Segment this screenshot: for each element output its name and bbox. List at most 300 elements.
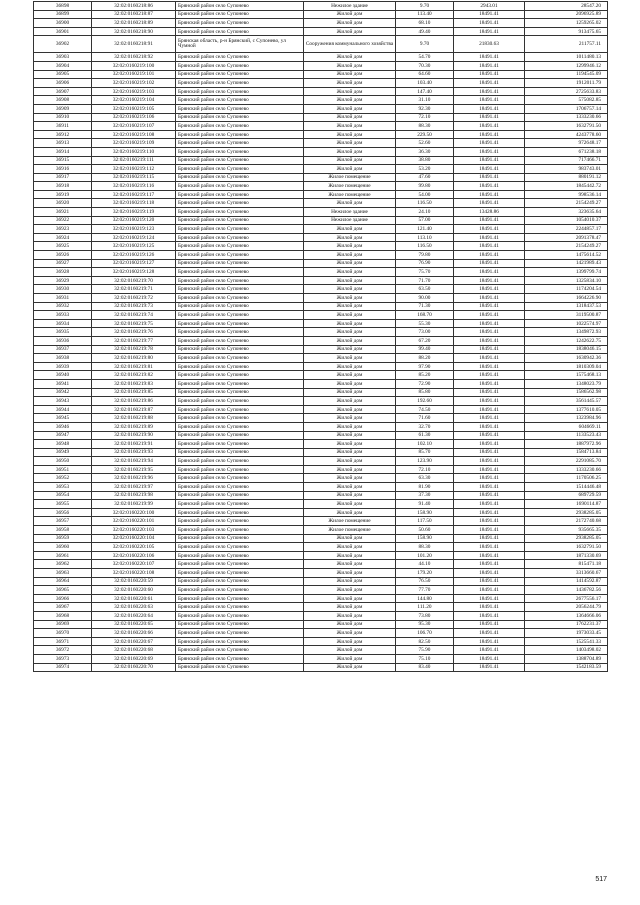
table-row xyxy=(34,233,608,242)
table-row xyxy=(34,19,608,28)
cadastral-number-cell: 32:02:0160220:59 xyxy=(92,577,176,586)
row-number-cell: 36955 xyxy=(34,500,92,509)
cadastral-number-cell: 32:02:0160219:71 xyxy=(92,285,176,294)
cadastral-number-cell: 32:02:0160219:87 xyxy=(92,405,176,414)
address-cell: Брянский район село Супонево xyxy=(176,199,304,208)
address-cell: Брянский район село Супонево xyxy=(176,448,304,457)
specific-value-cell: 18491.41 xyxy=(454,629,525,638)
table-row xyxy=(34,79,608,88)
specific-value-cell: 18491.41 xyxy=(454,637,525,646)
row-number-cell: 36917 xyxy=(34,173,92,182)
address-cell: Брянский район село Супонево xyxy=(176,543,304,552)
table-row xyxy=(34,276,608,285)
cadastral-value-cell: 1586562.98 xyxy=(525,388,608,397)
table-row xyxy=(34,431,608,440)
cadastral-value-cell: 1630942.36 xyxy=(525,354,608,363)
address-cell: Брянский район село Супонево xyxy=(176,663,304,672)
cadastral-value-cell: 1011480.13 xyxy=(525,53,608,62)
cadastral-value-cell: 1388704.89 xyxy=(525,654,608,663)
area-cell: 77.70 xyxy=(396,586,454,595)
cadastral-number-cell: 32:02:0160220:60 xyxy=(92,586,176,595)
address-cell: Брянский район село Супонево xyxy=(176,276,304,285)
row-number-cell: 36907 xyxy=(34,87,92,96)
address-cell: Брянский район село Супонево xyxy=(176,319,304,328)
address-cell: Брянский район село Супонево xyxy=(176,586,304,595)
area-cell: 83.40 xyxy=(396,663,454,672)
specific-value-cell: 18491.41 xyxy=(454,199,525,208)
cadastral-value-cell: 717466.71 xyxy=(525,156,608,165)
cadastral-number-cell: 32:02:0160219:82 xyxy=(92,371,176,380)
row-number-cell: 36956 xyxy=(34,508,92,517)
cadastral-number-cell: 32:02:0160220:69 xyxy=(92,654,176,663)
row-number-cell: 36971 xyxy=(34,637,92,646)
cadastral-number-cell: 32:02:0160219:125 xyxy=(92,242,176,251)
table-row xyxy=(34,345,608,354)
cadastral-value-cell: 575082.85 xyxy=(525,96,608,105)
specific-value-cell: 18491.41 xyxy=(454,440,525,449)
row-number-cell: 36960 xyxy=(34,543,92,552)
table-row xyxy=(34,199,608,208)
object-type-cell: Жилой дом xyxy=(304,431,396,440)
address-cell: Брянский район село Супонево xyxy=(176,27,304,36)
object-type-cell: Жилой дом xyxy=(304,611,396,620)
table-row xyxy=(34,268,608,277)
object-type-cell: Жилой дом xyxy=(304,465,396,474)
address-cell: Брянский район село Супонево xyxy=(176,422,304,431)
cadastral-value-cell: 1318437.53 xyxy=(525,302,608,311)
table-row xyxy=(34,96,608,105)
table-row xyxy=(34,465,608,474)
cadastral-value-cell: 1706757.14 xyxy=(525,104,608,113)
address-cell: Брянский район село Супонево xyxy=(176,61,304,70)
address-cell: Брянский район село Супонево xyxy=(176,500,304,509)
row-number-cell: 36909 xyxy=(34,104,92,113)
row-number-cell: 36962 xyxy=(34,560,92,569)
object-type-cell: Жилой дом xyxy=(304,345,396,354)
specific-value-cell: 18491.41 xyxy=(454,302,525,311)
cadastral-value-cell: 913475.65 xyxy=(525,27,608,36)
object-type-cell: Жилое помещение xyxy=(304,517,396,526)
specific-value-cell: 18491.41 xyxy=(454,594,525,603)
area-cell: 106.70 xyxy=(396,629,454,638)
specific-value-cell: 18491.41 xyxy=(454,276,525,285)
area-cell: 116.50 xyxy=(396,242,454,251)
table-row xyxy=(34,70,608,79)
specific-value-cell: 18491.41 xyxy=(454,139,525,148)
address-cell: Брянский район село Супонево xyxy=(176,328,304,337)
row-number-cell: 36959 xyxy=(34,534,92,543)
cadastral-value-cell: 4243778.60 xyxy=(525,130,608,139)
object-type-cell: Жилой дом xyxy=(304,165,396,174)
area-cell: 70.30 xyxy=(396,61,454,70)
table-row xyxy=(34,139,608,148)
object-type-cell: Жилой дом xyxy=(304,27,396,36)
cadastral-number-cell: 32:02:0160219:111 xyxy=(92,156,176,165)
row-number-cell: 36916 xyxy=(34,165,92,174)
specific-value-cell: 18491.41 xyxy=(454,465,525,474)
table-row xyxy=(34,53,608,62)
object-type-cell: Жилой дом xyxy=(304,534,396,543)
specific-value-cell: 18491.41 xyxy=(454,104,525,113)
area-cell: 158.90 xyxy=(396,534,454,543)
row-number-cell: 36910 xyxy=(34,113,92,122)
table-row xyxy=(34,629,608,638)
table-row xyxy=(34,251,608,260)
cadastral-number-cell: 32:02:0160219:88 xyxy=(92,414,176,423)
cadastral-value-cell: 1436782.56 xyxy=(525,586,608,595)
table-row xyxy=(34,405,608,414)
cadastral-value-cell: 1887972.96 xyxy=(525,440,608,449)
row-number-cell: 36974 xyxy=(34,663,92,672)
object-type-cell: Жилой дом xyxy=(304,113,396,122)
area-cell: 111.20 xyxy=(396,603,454,612)
address-cell: Брянский район село Супонево xyxy=(176,491,304,500)
row-number-cell: 36946 xyxy=(34,422,92,431)
specific-value-cell: 18491.41 xyxy=(454,362,525,371)
cadastral-number-cell: 32:02:0160219:123 xyxy=(92,225,176,234)
cadastral-value-cell: 2938285.05 xyxy=(525,534,608,543)
table-row xyxy=(34,27,608,36)
row-number-cell: 36957 xyxy=(34,517,92,526)
row-number-cell: 36927 xyxy=(34,259,92,268)
area-cell: 192.60 xyxy=(396,397,454,406)
row-number-cell: 36922 xyxy=(34,216,92,225)
cadastral-number-cell: 32:02:0160219:98 xyxy=(92,491,176,500)
specific-value-cell: 13428.86 xyxy=(454,208,525,217)
address-cell: Брянский район село Супонево xyxy=(176,483,304,492)
address-cell: Брянский район село Супонево xyxy=(176,165,304,174)
cadastral-value-cell: 1299946.12 xyxy=(525,61,608,70)
table-row xyxy=(34,302,608,311)
table-row xyxy=(34,182,608,191)
cadastral-number-cell: 32:02:0160219:81 xyxy=(92,362,176,371)
row-number-cell: 36944 xyxy=(34,405,92,414)
area-cell: 88.20 xyxy=(396,354,454,363)
specific-value-cell: 18491.41 xyxy=(454,173,525,182)
table-row xyxy=(34,577,608,586)
table-row xyxy=(34,654,608,663)
object-type-cell: Жилой дом xyxy=(304,440,396,449)
area-cell: 179.20 xyxy=(396,569,454,578)
cadastral-number-cell: 32:02:0160219:117 xyxy=(92,190,176,199)
cadastral-number-cell: 32:02:0160219:110 xyxy=(92,147,176,156)
area-cell: 113.10 xyxy=(396,233,454,242)
table-row xyxy=(34,336,608,345)
specific-value-cell: 18491.41 xyxy=(454,422,525,431)
page-number: 517 xyxy=(595,876,607,883)
object-type-cell: Жилой дом xyxy=(304,10,396,19)
row-number-cell: 36938 xyxy=(34,354,92,363)
area-cell: 71.70 xyxy=(396,276,454,285)
specific-value-cell: 18491.41 xyxy=(454,156,525,165)
specific-value-cell: 18491.41 xyxy=(454,431,525,440)
cadastral-value-cell: 998536.14 xyxy=(525,190,608,199)
address-cell: Брянский район село Супонево xyxy=(176,362,304,371)
specific-value-cell: 18491.41 xyxy=(454,19,525,28)
specific-value-cell: 18491.41 xyxy=(454,551,525,560)
cadastral-value-cell: 1762231.37 xyxy=(525,620,608,629)
area-cell: 72.10 xyxy=(396,465,454,474)
cadastral-number-cell: 32:02:0160219:85 xyxy=(92,388,176,397)
cadastral-number-cell: 32:02:0160218:90 xyxy=(92,27,176,36)
row-number-cell: 36914 xyxy=(34,147,92,156)
area-cell: 9.70 xyxy=(396,36,454,53)
table-row xyxy=(34,663,608,672)
cadastral-number-cell: 32:02:0160220:108 xyxy=(92,569,176,578)
area-cell: 168.70 xyxy=(396,311,454,320)
object-type-cell: Жилой дом xyxy=(304,457,396,466)
area-cell: 24.10 xyxy=(396,208,454,217)
row-number-cell: 36908 xyxy=(34,96,92,105)
specific-value-cell: 18491.41 xyxy=(454,569,525,578)
cadastral-number-cell: 32:02:0160220:66 xyxy=(92,629,176,638)
area-cell: 75.90 xyxy=(396,646,454,655)
object-type-cell: Жилой дом xyxy=(304,79,396,88)
row-number-cell: 36943 xyxy=(34,397,92,406)
table-row xyxy=(34,569,608,578)
specific-value-cell: 18491.41 xyxy=(454,414,525,423)
cadastral-number-cell: 32:02:0160219:112 xyxy=(92,165,176,174)
row-number-cell: 36964 xyxy=(34,577,92,586)
cadastral-value-cell: 3561445.57 xyxy=(525,397,608,406)
cadastral-number-cell: 32:02:0160219:128 xyxy=(92,268,176,277)
address-cell: Брянский район село Супонево xyxy=(176,70,304,79)
table-row xyxy=(34,2,608,11)
address-cell: Брянский район село Супонево xyxy=(176,79,304,88)
table-row xyxy=(34,543,608,552)
cadastral-number-cell: 32:02:0160220:61 xyxy=(92,594,176,603)
address-cell: Брянский район село Супонево xyxy=(176,569,304,578)
area-cell: 92.30 xyxy=(396,104,454,113)
cadastral-value-cell: 1475614.52 xyxy=(525,251,608,260)
specific-value-cell: 21830.63 xyxy=(454,36,525,53)
area-cell: 74.50 xyxy=(396,405,454,414)
address-cell: Брянский район село Супонево xyxy=(176,53,304,62)
table-row xyxy=(34,586,608,595)
cadastral-number-cell: 32:02:0160220:105 xyxy=(92,543,176,552)
address-cell: Брянский район село Супонево xyxy=(176,388,304,397)
cadastral-number-cell: 32:02:0160219:78 xyxy=(92,345,176,354)
table-row xyxy=(34,208,608,217)
row-number-cell: 36901 xyxy=(34,27,92,36)
row-number-cell: 36932 xyxy=(34,302,92,311)
area-cell: 97.90 xyxy=(396,362,454,371)
area-cell: 103.40 xyxy=(396,79,454,88)
row-number-cell: 36923 xyxy=(34,225,92,234)
cadastral-value-table-page xyxy=(33,1,607,672)
specific-value-cell: 18491.41 xyxy=(454,242,525,251)
object-type-cell: Жилой дом xyxy=(304,130,396,139)
table-row xyxy=(34,422,608,431)
table-row xyxy=(34,285,608,294)
row-number-cell: 36973 xyxy=(34,654,92,663)
cadastral-number-cell: 32:02:0160220:103 xyxy=(92,526,176,535)
object-type-cell: Жилой дом xyxy=(304,405,396,414)
cadastral-value-cell: 2291085.70 xyxy=(525,457,608,466)
object-type-cell: Жилой дом xyxy=(304,328,396,337)
specific-value-cell: 18491.41 xyxy=(454,474,525,483)
cadastral-value-cell: 1912011.79 xyxy=(525,79,608,88)
address-cell: Брянский район село Супонево xyxy=(176,603,304,612)
table-row xyxy=(34,483,608,492)
address-cell: Брянский район село Супонево xyxy=(176,96,304,105)
object-type-cell: Жилой дом xyxy=(304,61,396,70)
area-cell: 72.10 xyxy=(396,113,454,122)
specific-value-cell: 18491.41 xyxy=(454,646,525,655)
table-row xyxy=(34,388,608,397)
cadastral-number-cell: 32:02:0160219:106 xyxy=(92,113,176,122)
area-cell: 68.10 xyxy=(396,19,454,28)
specific-value-cell: 18491.41 xyxy=(454,190,525,199)
area-cell: 101.20 xyxy=(396,551,454,560)
cadastral-number-cell: 32:02:0160219:94 xyxy=(92,457,176,466)
object-type-cell: Жилой дом xyxy=(304,620,396,629)
cadastral-number-cell: 32:02:0160219:80 xyxy=(92,354,176,363)
object-type-cell: Жилой дом xyxy=(304,543,396,552)
address-cell: Брянский район село Супонево xyxy=(176,611,304,620)
table-row xyxy=(34,491,608,500)
cadastral-value-cell: 2172740.68 xyxy=(525,517,608,526)
table-row xyxy=(34,113,608,122)
specific-value-cell: 18491.41 xyxy=(454,379,525,388)
row-number-cell: 36906 xyxy=(34,79,92,88)
object-type-cell: Жилой дом xyxy=(304,551,396,560)
address-cell: Брянский район село Супонево xyxy=(176,294,304,303)
address-cell: Брянский район село Супонево xyxy=(176,2,304,11)
specific-value-cell: 18491.41 xyxy=(454,508,525,517)
cadastral-value-cell: 2725633.83 xyxy=(525,87,608,96)
object-type-cell: Нежилое здание xyxy=(304,208,396,217)
table-row xyxy=(34,354,608,363)
cadastral-number-cell: 32:02:0160219:124 xyxy=(92,233,176,242)
object-type-cell: Нежилое здание xyxy=(304,2,396,11)
specific-value-cell: 18491.41 xyxy=(454,611,525,620)
address-cell: Брянский район село Супонево xyxy=(176,208,304,217)
cadastral-value-cell: 1632791.50 xyxy=(525,122,608,131)
row-number-cell: 36963 xyxy=(34,569,92,578)
cadastral-number-cell: 32:02:0160219:70 xyxy=(92,276,176,285)
table-row xyxy=(34,225,608,234)
object-type-cell: Жилой дом xyxy=(304,483,396,492)
table-row xyxy=(34,508,608,517)
table-row xyxy=(34,560,608,569)
area-cell: 52.60 xyxy=(396,139,454,148)
cadastral-number-cell: 32:02:0160219:107 xyxy=(92,122,176,131)
cadastral-value-cell: 1333230.66 xyxy=(525,465,608,474)
table-row xyxy=(34,620,608,629)
cadastral-value-cell: 1421989.43 xyxy=(525,259,608,268)
cadastral-value-table xyxy=(33,1,608,672)
table-row xyxy=(34,122,608,131)
object-type-cell: Жилой дом xyxy=(304,199,396,208)
row-number-cell: 36928 xyxy=(34,268,92,277)
area-cell: 85.80 xyxy=(396,388,454,397)
object-type-cell: Жилое помещение xyxy=(304,526,396,535)
object-type-cell: Жилой дом xyxy=(304,474,396,483)
row-number-cell: 36936 xyxy=(34,336,92,345)
row-number-cell: 36905 xyxy=(34,70,92,79)
specific-value-cell: 2943.01 xyxy=(454,2,525,11)
area-cell: 121.40 xyxy=(396,225,454,234)
address-cell: Брянский район село Супонево xyxy=(176,302,304,311)
specific-value-cell: 18491.41 xyxy=(454,448,525,457)
specific-value-cell: 18491.41 xyxy=(454,268,525,277)
row-number-cell: 36948 xyxy=(34,440,92,449)
address-cell: Брянский район село Супонево xyxy=(176,147,304,156)
object-type-cell: Жилое помещение xyxy=(304,190,396,199)
address-cell: Брянский район село Супонево xyxy=(176,182,304,191)
area-cell: 47.60 xyxy=(396,173,454,182)
area-cell: 79.80 xyxy=(396,251,454,260)
table-body xyxy=(34,2,608,672)
row-number-cell: 36951 xyxy=(34,465,92,474)
specific-value-cell: 18491.41 xyxy=(454,147,525,156)
cadastral-number-cell: 32:02:0160219:104 xyxy=(92,96,176,105)
object-type-cell: Жилой дом xyxy=(304,371,396,380)
cadastral-number-cell: 32:02:0160219:115 xyxy=(92,173,176,182)
object-type-cell: Жилой дом xyxy=(304,96,396,105)
row-number-cell: 36970 xyxy=(34,629,92,638)
specific-value-cell: 18491.41 xyxy=(454,61,525,70)
area-cell: 123.90 xyxy=(396,457,454,466)
table-row xyxy=(34,440,608,449)
cadastral-value-cell: 1174204.54 xyxy=(525,285,608,294)
table-row xyxy=(34,397,608,406)
cadastral-number-cell: 32:02:0160219:86 xyxy=(92,397,176,406)
cadastral-number-cell: 32:02:0160219:72 xyxy=(92,294,176,303)
table-row xyxy=(34,457,608,466)
area-cell: 36.30 xyxy=(396,147,454,156)
address-cell: Брянский район село Супонево xyxy=(176,379,304,388)
cadastral-number-cell: 32:02:0160219:119 xyxy=(92,208,176,217)
row-number-cell: 36953 xyxy=(34,483,92,492)
specific-value-cell: 18491.41 xyxy=(454,319,525,328)
cadastral-value-cell: 2154249.27 xyxy=(525,199,608,208)
object-type-cell: Жилой дом xyxy=(304,225,396,234)
specific-value-cell: 18491.41 xyxy=(454,96,525,105)
object-type-cell: Жилой дом xyxy=(304,268,396,277)
address-cell: Брянский район село Супонево xyxy=(176,311,304,320)
area-cell: 76.90 xyxy=(396,259,454,268)
object-type-cell: Жилой дом xyxy=(304,379,396,388)
cadastral-value-cell: 983743.01 xyxy=(525,165,608,174)
cadastral-number-cell: 32:02:0160220:100 xyxy=(92,508,176,517)
address-cell: Брянский район село Супонево xyxy=(176,397,304,406)
specific-value-cell: 18491.41 xyxy=(454,10,525,19)
area-cell: 50.60 xyxy=(396,526,454,535)
cadastral-value-cell: 1399799.74 xyxy=(525,268,608,277)
address-cell: Брянский район село Супонево xyxy=(176,122,304,131)
cadastral-number-cell: 32:02:0160218:92 xyxy=(92,53,176,62)
table-row xyxy=(34,147,608,156)
address-cell: Брянский район село Супонево xyxy=(176,139,304,148)
area-cell: 55.30 xyxy=(396,319,454,328)
address-cell: Брянский район село Супонево xyxy=(176,354,304,363)
cadastral-value-cell: 2244857.17 xyxy=(525,225,608,234)
address-cell: Брянский район село Супонево xyxy=(176,508,304,517)
specific-value-cell: 18491.41 xyxy=(454,182,525,191)
table-row xyxy=(34,611,608,620)
object-type-cell: Жилой дом xyxy=(304,276,396,285)
table-row xyxy=(34,551,608,560)
object-type-cell: Жилое помещение xyxy=(304,173,396,182)
area-cell: 91.40 xyxy=(396,500,454,509)
specific-value-cell: 18491.41 xyxy=(454,87,525,96)
table-row xyxy=(34,414,608,423)
object-type-cell: Жилой дом xyxy=(304,147,396,156)
cadastral-number-cell: 32:02:0160220:67 xyxy=(92,637,176,646)
specific-value-cell: 18491.41 xyxy=(454,405,525,414)
